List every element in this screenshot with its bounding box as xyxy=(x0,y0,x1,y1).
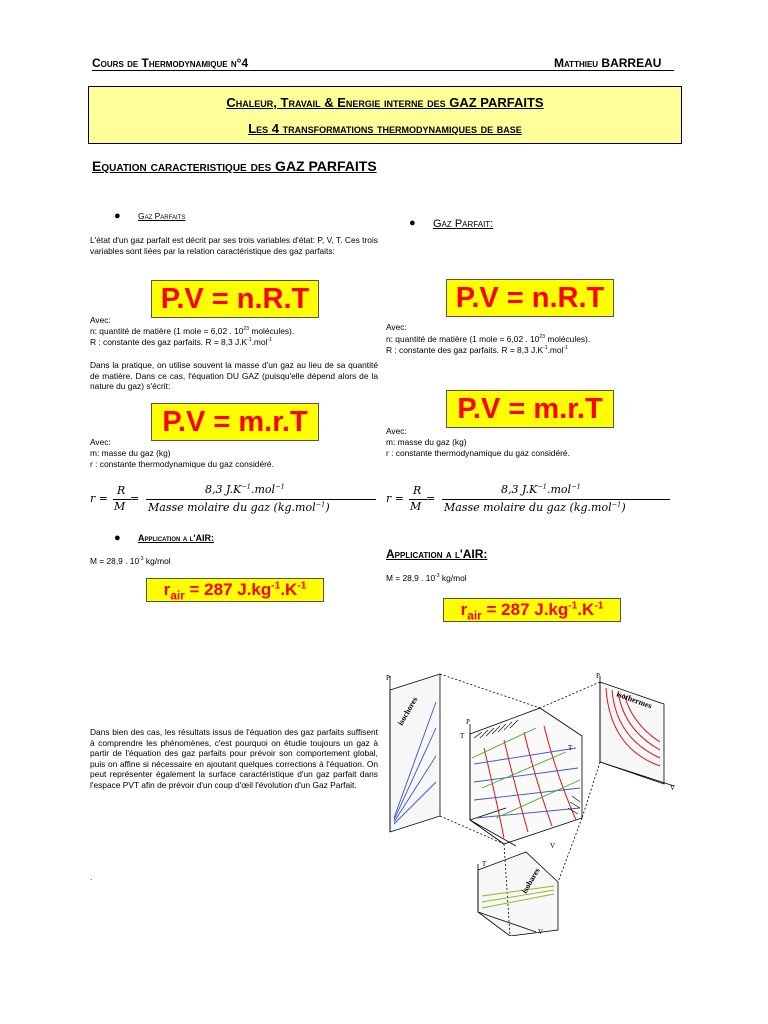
pvt-paragraph: Dans bien des cas, les résultats issus de l'équation des gaz parfaits suffisent à comprendre les phénomènes, c'est pourquoi on étudie toujours un gaz à partir de l'équation des gaz parfaits pour prévoir son comportement global, puis on affine si nécessaire en ajoutant quelques corrections à l'équation. On peut représenter également la surface caractéristique d'un gaz parfait dans l'espace PVT afin de prévoir d'un coup d'œil l'évolution d'un Gaz Parfait. xyxy=(90,727,378,790)
left-equation-mrt: P.V = m.r.T xyxy=(151,403,319,441)
right-R-definition: R : constante des gaz parfaits. R = 8,3 $J.K^{-1}.mol^{-1}$ xyxy=(386,345,568,355)
pvt-axis-v-center: V xyxy=(550,842,556,850)
right-equation-nrt: P.V = n.R.T xyxy=(446,279,614,317)
pvt-axis-t-center: T xyxy=(568,744,573,752)
right-avec-1: Avec: xyxy=(386,322,407,332)
left-r-air: $r_{air} = 287$ $J.kg^{-1}.K^{-1}$ xyxy=(146,578,324,602)
pvt-axis-v-right: V xyxy=(670,784,676,792)
stray-dot: . xyxy=(90,872,93,882)
right-avec-2: Avec: xyxy=(386,426,407,436)
pvt-axis-p-left: P xyxy=(386,674,390,682)
title-box xyxy=(88,86,682,144)
right-heading-air: Application a l'AIR: xyxy=(386,547,488,561)
section-title: Equation caracteristique des GAZ PARFAITS xyxy=(92,158,377,174)
bullet-dot: ● xyxy=(409,217,416,229)
left-avec-2: Avec: xyxy=(90,437,111,447)
pvt-axis-p-center: P xyxy=(466,718,470,726)
right-r-definition: r : constante thermodynamique du gaz considéré. xyxy=(386,448,570,458)
header-rule xyxy=(92,70,674,71)
title-line-1: Chaleur, Travail & Energie interne des GAZ PARFAITS xyxy=(226,95,544,110)
right-bullet-gaz-parfait: Gaz Parfait: xyxy=(433,218,494,230)
right-r-air: $r_{air} = 287$ $J.kg^{-1}.K^{-1}$ xyxy=(443,598,621,622)
left-n-definition: n: quantité de matière (1 mole = 6,02 . $10^{23}$ molécules). xyxy=(90,326,295,336)
left-intro: L'état d'un gaz parfait est décrit par ses trois variables d'état: P, V, T. Ces trois variables sont liées par la relation caractéristique des gaz parfaits: xyxy=(90,235,378,256)
right-m-definition: m: masse du gaz (kg) xyxy=(386,437,467,447)
pvt-axis-v-bottom: V xyxy=(538,928,544,936)
left-equation-nrt: P.V = n.R.T xyxy=(151,280,319,318)
right-n-definition: n: quantité de matière (1 mole = 6,02 . $10^{23}$ molécules). xyxy=(386,334,591,344)
isochores-label: isochores xyxy=(395,695,420,727)
left-bullet-air: Application a l'AIR: xyxy=(138,533,215,543)
pvt-axis-t-bottom: T xyxy=(482,860,487,868)
left-molar-mass: M = 28,9 . $10^{-3}$ kg/mol xyxy=(90,556,171,566)
bullet-dot: ● xyxy=(114,532,121,544)
right-molar-mass: M = 28,9 . $10^{-3}$ kg/mol xyxy=(386,573,467,583)
isobares-label: isobares xyxy=(519,866,542,895)
right-equation-mrt: P.V = m.r.T xyxy=(446,390,614,428)
title-line-2: Les 4 transformations thermodynamiques de base xyxy=(248,121,522,136)
pvt-axis-p-right: P xyxy=(596,672,600,680)
right-r-formula: r = R M = 8,3 $J.K^{-1}.mol^{-1}$ Masse molaire du gaz (kg.mol$^{-1}$) xyxy=(386,483,676,517)
pvt-axis-t-left: T xyxy=(460,732,465,740)
left-R-definition: R : constante des gaz parfaits. R = 8,3 $J.K^{-1}.mol^{-1}$ xyxy=(90,337,272,347)
left-m-definition: m: masse du gaz (kg) xyxy=(90,448,171,458)
left-avec-1: Avec: xyxy=(90,315,111,325)
left-r-formula: r = R M = 8,3 $J.K^{-1}.mol^{-1}$ Masse molaire du gaz (kg.mol$^{-1}$) xyxy=(90,483,380,517)
pvt-surface-diagram xyxy=(386,668,678,936)
author-header: Matthieu BARREAU xyxy=(554,56,662,70)
left-bullet-gaz-parfaits: Gaz Parfaits xyxy=(138,211,186,221)
bullet-dot: ● xyxy=(114,210,121,222)
left-r-definition: r : constante thermodynamique du gaz considéré. xyxy=(90,459,274,469)
course-header: Cours de Thermodynamique n°4 xyxy=(92,56,249,70)
isothermes-label: isothermes xyxy=(615,689,654,711)
left-pratique: Dans la pratique, on utilise souvent la masse d'un gaz au lieu de sa quantité de matière. Dans ce cas, l'équation DU GAZ (puisqu'elle dépend alors de la nature du gaz) s'écrit: xyxy=(90,360,378,391)
